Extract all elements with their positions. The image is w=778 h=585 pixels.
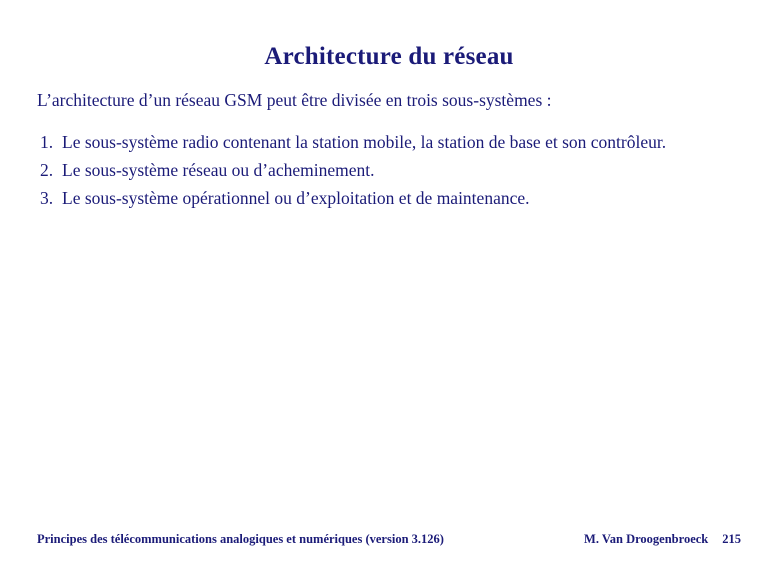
footer-author: M. Van Droogenbroeck (584, 532, 709, 546)
list-item-number: 1. (40, 132, 54, 152)
list-item-number: 3. (40, 188, 54, 208)
list-item-text: Le sous-système opérationnel ou d’exploitation et de maintenance. (62, 188, 530, 208)
numbered-list (0, 132, 778, 208)
slide-footer (37, 531, 741, 547)
slide-title: Architecture du réseau (264, 43, 514, 70)
list-item (40, 132, 741, 152)
intro-paragraph: L’architecture d’un réseau GSM peut être divisée en trois sous-systèmes : (37, 90, 552, 110)
list-item (40, 160, 741, 180)
footer-course-title: Principes des télécommunications analogiques et numériques (version 3.126) (37, 532, 444, 546)
list-item-number: 2. (40, 160, 54, 180)
footer-right-group (584, 531, 741, 547)
footer-page-number: 215 (722, 532, 741, 546)
list-item (40, 188, 741, 208)
list-item-text: Le sous-système réseau ou d’acheminement. (62, 160, 375, 180)
list-item-text: Le sous-système radio contenant la station mobile, la station de base et son contrôleur. (62, 132, 667, 152)
